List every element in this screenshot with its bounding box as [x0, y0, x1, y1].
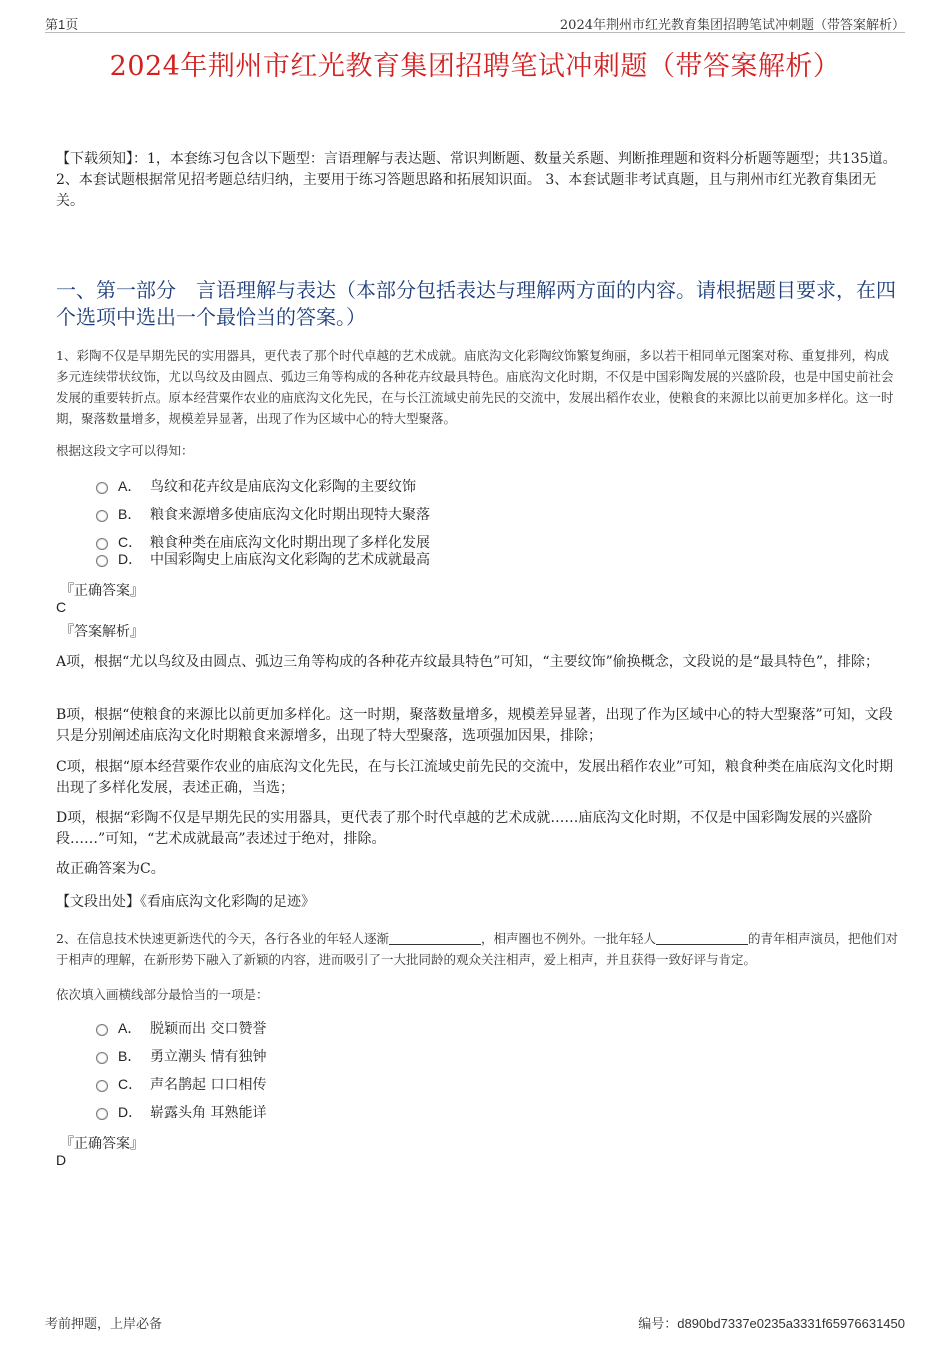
analysis-option-a: A项，根据“尤以鸟纹及由圆点、弧边三角等构成的各种花卉纹最具特色”可知，“主要纹饰”偷换概念，文段说的是“最具特色”，排除； — [56, 654, 880, 670]
question-2-option-a[interactable]: A． 脱颖而出 交口赞誉 — [96, 1018, 266, 1038]
page-title: 2024年荆州市红光教育集团招聘笔试冲刺题（带答案解析） — [109, 51, 841, 82]
radio-icon[interactable] — [96, 1080, 108, 1092]
radio-icon[interactable] — [96, 555, 108, 567]
footer-code: 编号：d890bd7337e0235a3331f65976631450 — [638, 1316, 905, 1332]
radio-icon[interactable] — [96, 1108, 108, 1120]
radio-icon[interactable] — [96, 1052, 108, 1064]
section-heading: 一、第一部分 言语理解与表达（本部分包括表达与理解两方面的内容。请根据题目要求，在四个选项中选出一个最恰当的答案。） — [56, 278, 896, 329]
question-2-option-d[interactable]: D． 崭露头角 耳熟能详 — [96, 1102, 266, 1122]
question-1-option-a[interactable]: A． 鸟纹和花卉纹是庙底沟文化彩陶的主要纹饰 — [96, 476, 416, 496]
download-notice: 【下载须知】：1，本套练习包含以下题型：言语理解与表达题、常识判断题、数量关系题、判断推理题和资料分析题等题型；共135道。 2、本套试题根据常见招考题总结归纳，主要用于练习答题思路和拓展知识面。 3、本套试题非考试真题，且与荆州市红光教育集团无关。 — [56, 151, 897, 209]
page-header — [45, 14, 905, 33]
radio-icon[interactable] — [96, 510, 108, 522]
analysis-conclusion: 故正确答案为C。 — [56, 861, 165, 877]
question-1-answer-label: 『正确答案』 — [60, 583, 144, 599]
question-1-option-b[interactable]: B． 粮食来源增多使庙底沟文化时期出现特大聚落 — [96, 504, 430, 524]
page-number: 第1页 — [45, 17, 79, 32]
question-2-prompt: 依次填入画横线部分最恰当的一项是： — [56, 987, 269, 1002]
radio-icon[interactable] — [96, 482, 108, 494]
question-2-answer: D — [56, 1152, 67, 1168]
analysis-option-b: B项，根据“使粮食的来源比以前更加多样化。这一时期，聚落数量增多，规模差异显著，出现了作为区域中心的特大型聚落”可知，文段只是分别阐述庙底沟文化时期粮食来源增多，出现了特大型聚落，选项强加因果，排除； — [56, 707, 893, 744]
question-2-option-b[interactable]: B． 勇立潮头 情有独钟 — [96, 1046, 266, 1066]
fill-blank-1[interactable] — [389, 932, 481, 945]
question-1-option-c[interactable]: C． 粮食种类在庙底沟文化时期出现了多样化发展 — [96, 532, 430, 552]
analysis-option-d: D项，根据“彩陶不仅是早期先民的实用器具，更代表了那个时代卓越的艺术成就……庙底沟文化时期，不仅是中国彩陶发展的兴盛阶段……”可知，“艺术成就最高”表述过于绝对，排除。 — [56, 810, 873, 847]
question-1-option-d[interactable]: D． 中国彩陶史上庙底沟文化彩陶的艺术成就最高 — [96, 549, 430, 569]
question-1-prompt: 根据这段文字可以得知： — [56, 443, 194, 458]
analysis-source: 【文段出处】《看庙底沟文化彩陶的足迹》 — [56, 894, 315, 910]
question-1-analysis-label: 『答案解析』 — [60, 624, 144, 640]
fill-blank-2[interactable] — [656, 932, 748, 945]
footer-slogan: 考前押题，上岸必备 — [45, 1317, 163, 1332]
question-2-text: 2、在信息技术快速更新迭代的今天，各行各业的年轻人逐渐 ，相声圈也不例外。一批年轻人 的青年相声演员，把他们对于相声的理解，在新形势下融入了新颖的内容，进而吸引了一大批同龄的观众关注相声，爱上相声，并且获得一致好评与肯定。 — [56, 931, 898, 967]
header-doc-title: 2024年荆州市红光教育集团招聘笔试冲刺题（带答案解析） — [559, 18, 905, 33]
radio-icon[interactable] — [96, 1024, 108, 1036]
question-2-option-c[interactable]: C． 声名鹊起 口口相传 — [96, 1074, 266, 1094]
analysis-option-c: C项，根据“原本经营粟作农业的庙底沟文化先民，在与长江流域史前先民的交流中，发展出稻作农业”可知，粮食种类在庙底沟文化时期出现了多样化发展，表述正确，当选； — [56, 759, 894, 796]
question-1-text: 1、彩陶不仅是早期先民的实用器具，更代表了那个时代卓越的艺术成就。庙底沟文化彩陶纹饰繁复绚丽，多以若干相同单元图案对称、重复排列，构成多元连续带状纹饰，尤以鸟纹及由圆点、弧边三角等构成的各种花卉纹最具特色。庙底沟文化时期，不仅是中国彩陶发展的兴盛阶段，也是中国史前社会发展的重要转折点。原本经营粟作农业的庙底沟文化先民，在与长江流域史前先民的交流中，发展出稻作农业，使粮食的来源比以前更加多样化。这一时期，聚落数量增多，规模差异显著，出现了作为区域中心的特大型聚落。 — [56, 348, 894, 426]
question-1-answer: C — [56, 599, 67, 615]
question-2-answer-label: 『正确答案』 — [60, 1136, 144, 1152]
